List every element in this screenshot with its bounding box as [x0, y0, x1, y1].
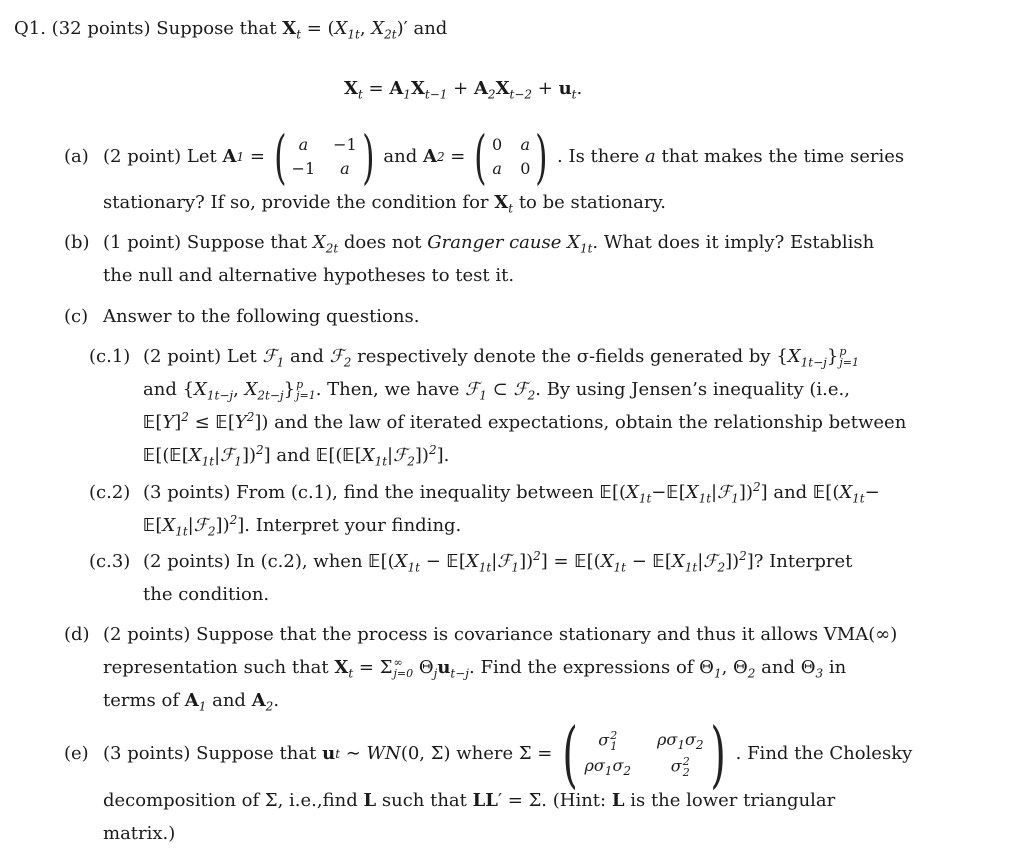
- matrix-A2: ( 0 a a 0 ): [474, 123, 548, 191]
- matrix-A1: ( a −1 −1 a ): [274, 123, 375, 191]
- part-c1-line3: $𝔼[Y]^2$ ≤ $𝔼[Y^2]$) and the law of iterated expectations, obtain the relationship between: [143, 410, 907, 433]
- part-c2-line1: (3 points) From (c.1), find the inequality between $𝔼[(X_{1t}-𝔼[X_{1t}|ℱ_1])^2]$ and $𝔼[(X_{1t}-$: [143, 480, 880, 506]
- part-b-label: (b): [64, 232, 90, 253]
- part-b-line2: the null and alternative hypotheses to test it.: [103, 265, 515, 286]
- part-c1-line4: $𝔼[(𝔼[X_{1t}|ℱ_1])^2]$ and $𝔼[(𝔼[X_{1t}|ℱ_2])^2]$.: [143, 443, 450, 469]
- question-header: Q1. (32 points) Suppose that $X_t = (X_{1t}$, $X_{2t})'$ and: [14, 18, 448, 42]
- part-c3-label: (c.3): [89, 551, 131, 572]
- part-e-line1: (3 points) Suppose that u t ∼ WN (0, Σ) where Σ = ( σ 2 1 $\rho\sigma_1\sigma_2$ $\rho\sigma_1\sigma_2$ σ 2 2 ) . Find the Cholesky: [103, 712, 913, 796]
- part-a-line1: (2 point) Let A 1 = ( a −1 −1 a ) and A 2 = ( 0 a a 0 ) . Is there a that makes the time series: [103, 123, 905, 191]
- part-c-label: (c): [64, 306, 89, 327]
- part-c1-line1: (2 point) Let ℱ$_1$ and ℱ$_2$ respectively denote the σ-fields generated by $\{X_{1t-j}\}$ p j=1: [143, 345, 859, 370]
- part-a-line2: stationary? If so, provide the condition for $X_t$ to be stationary.: [103, 192, 666, 216]
- part-c1-line2: and {$X_{1t-j}$, $X_{2t-j}$} p j=1 . Then, we have ℱ$_1$ ⊂ ℱ$_2$. By using Jensen’s inequality (i.e.,: [143, 378, 850, 403]
- part-a-label: (a): [64, 146, 89, 167]
- part-e-label: (e): [64, 743, 89, 764]
- part-e-line3: matrix.): [103, 823, 176, 844]
- part-c-text: Answer to the following questions.: [103, 306, 420, 327]
- part-b-line1: (1 point) Suppose that $X_{2t}$ does not Granger cause $X_{1t}$. What does it imply? Establish: [103, 232, 875, 256]
- part-c3-line2: the condition.: [143, 584, 270, 605]
- matrix-sigma: ( σ 2 1 $\rho\sigma_1\sigma_2$ $\rho\sigma_1\sigma_2$ σ 2 2 ): [562, 712, 726, 796]
- question-points: (32 points): [51, 18, 151, 39]
- var-equation: $X_t = A_1X_{t-1} + A_2X_{t-2} + u_t$.: [344, 78, 583, 102]
- part-d-line2: representation such that $X_t = \Sigma$ ∞ j=0 $\Theta_ju_{t-j}$. Find the expressions of $\Theta_1$, $\Theta_2$ and $\Theta_3$ in: [103, 656, 847, 681]
- question-intro: Suppose that: [156, 18, 277, 39]
- part-d-line1: (2 points) Suppose that the process is covariance stationary and thus it allows VMA(∞): [103, 624, 898, 645]
- part-c2-label: (c.2): [89, 482, 131, 503]
- part-c1-label: (c.1): [89, 346, 131, 367]
- part-c2-line2: $𝔼[X_{1t}|ℱ_2])^2$]. Interpret your finding.: [143, 513, 462, 539]
- part-d-label: (d): [64, 624, 90, 645]
- part-c3-line1: (2 points) In (c.2), when $𝔼[(X_{1t}$ − $𝔼[X_{1t}|ℱ_1])^2$] = $𝔼[(X_{1t}$ − $𝔼[X_{1t}|ℱ_2])^2$]? Interpret: [143, 549, 853, 575]
- part-d-line3: terms of $A_1$ and $A_2$.: [103, 690, 280, 714]
- part-e-line2: decomposition of Σ, i.e.,find L such that LL′ = Σ. (Hint: L is the lower triangular: [103, 790, 836, 811]
- question-label: Q1.: [14, 18, 46, 39]
